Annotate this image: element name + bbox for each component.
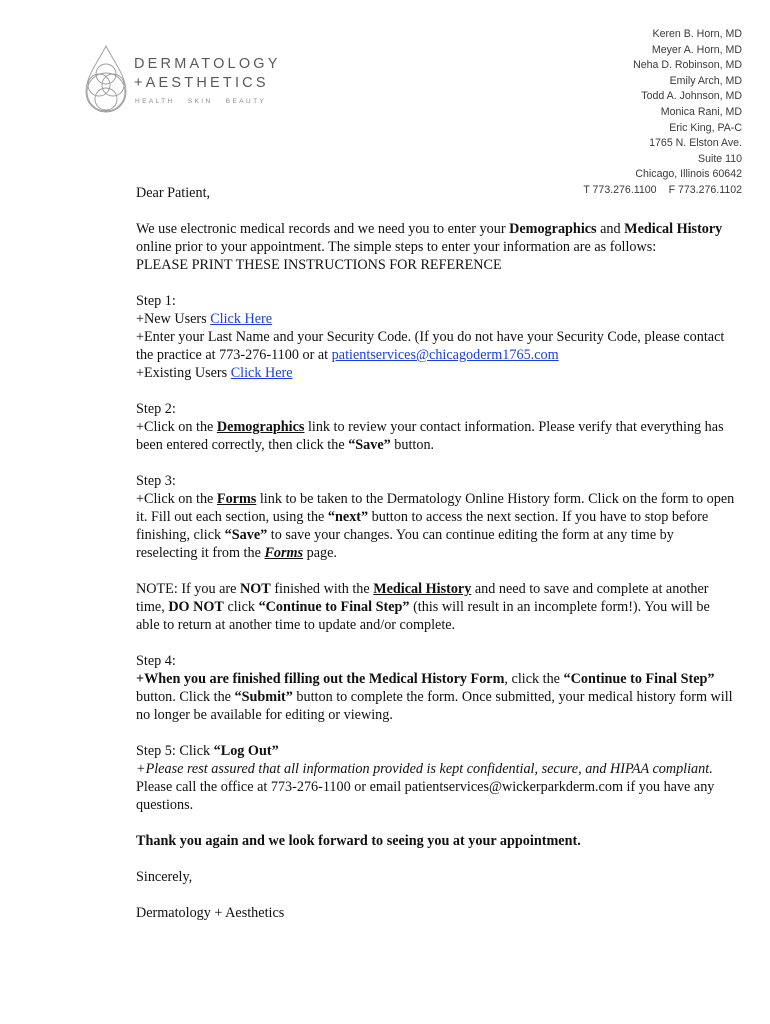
doctor-name: Todd A. Johnson, MD (641, 90, 742, 103)
step4-title: Step 4: (136, 653, 176, 669)
tagline-word: BEAUTY (225, 98, 267, 105)
greeting: Dear Patient, (136, 185, 211, 201)
contact-text: Please call the office at 773-276-1100 or email patientservices@wickerparkderm.com if you have any questions. (136, 779, 715, 813)
thanks-line (136, 832, 736, 850)
step4-text: button to complete the form. Once submitted, your medical history form will no longer be available for editing or viewing. (136, 689, 733, 723)
note-section (136, 580, 736, 634)
tagline-word: SKIN (187, 98, 213, 105)
brand-tagline (135, 98, 275, 105)
step3-text: button to access the next section. If you have to stop before finishing, click (136, 509, 709, 543)
doctor-name: Monica Rani, MD (660, 105, 742, 118)
closing: Sincerely, (136, 869, 193, 885)
medical-history-emphasis: Medical History (624, 221, 723, 237)
signature: Dermatology + Aesthetics (136, 905, 285, 921)
doctor-name: Emily Arch, MD (669, 74, 742, 87)
new-users-label: +New Users (136, 311, 211, 327)
existing-users-click-here-link[interactable]: Click Here (230, 365, 293, 381)
step2-section (136, 400, 736, 454)
intro-text: We use electronic medical records and we need you to enter your (136, 221, 510, 237)
forms-link-text: Forms (216, 491, 257, 507)
note-text: click (223, 599, 259, 615)
step5-title: Step 5: Click (136, 743, 214, 759)
forms-page-emphasis: Forms (264, 545, 304, 561)
letter-body (136, 184, 736, 940)
print-note: PLEASE PRINT THESE INSTRUCTIONS FOR REFERENCE (136, 257, 502, 273)
doctor-name: Neha D. Robinson, MD (633, 59, 742, 72)
logo-droplet-icon (82, 44, 130, 120)
step4-section (136, 652, 736, 724)
existing-users-label: +Existing Users (136, 365, 231, 381)
save-emphasis: “Save” (348, 437, 391, 453)
hipaa-assurance: +Please rest assured that all information provided is kept confidential, secure, and HIPAA compliant. (136, 761, 713, 777)
doctor-name: Eric King, PA-C (669, 121, 742, 134)
step2-text: button. (390, 437, 435, 453)
step2-title: Step 2: (136, 401, 176, 417)
step3-text: to save your changes. You can continue editing the form at any time by reselecting it from the (136, 527, 674, 561)
save-emphasis: “Save” (224, 527, 268, 543)
brand-name-line2: +AESTHETICS (134, 75, 269, 91)
address-suite: Suite 110 (698, 152, 742, 165)
step5-title-line (136, 742, 736, 760)
log-out-emphasis: “Log Out” (213, 743, 279, 759)
doctor-name: Meyer A. Horn, MD (651, 43, 742, 56)
letterhead-contact-block (583, 27, 742, 199)
next-emphasis: “next” (327, 509, 369, 525)
step2-text: +Click on the (136, 419, 217, 435)
continue-final-step-emphasis: “Continue to Final Step” (258, 599, 410, 615)
practice-logo (82, 44, 302, 120)
intro-paragraph (136, 220, 736, 274)
patient-services-email-link[interactable]: patientservices@chicagoderm1765.com (331, 347, 559, 363)
step3-title: Step 3: (136, 473, 176, 489)
do-not-emphasis: DO NOT (168, 599, 224, 615)
intro-text: online prior to your appointment. The simple steps to enter your information are as follows: (136, 239, 657, 255)
fax-number: F 773.276.1102 (668, 183, 742, 196)
intro-text: and (596, 221, 625, 237)
step4-text: button. Click the (136, 689, 235, 705)
submit-emphasis: “Submit” (234, 689, 293, 705)
not-emphasis: NOT (240, 581, 271, 597)
step3-text: +Click on the (136, 491, 217, 507)
doctor-name: Keren B. Horn, MD (652, 28, 742, 40)
step2-text: link to review your contact information. Please verify that everything has been entered correctly, then click the (136, 419, 724, 453)
enter-instructions: +Enter your Last Name and your Security Code. (If you do not have your Security Code, please contact the practice at 773-276-1100 or at (136, 329, 725, 363)
demographics-emphasis: Demographics (509, 221, 597, 237)
step1-section (136, 292, 736, 382)
note-text: finished with the (270, 581, 374, 597)
step1-enter (136, 328, 736, 364)
step1-existing-users (136, 364, 736, 382)
new-users-click-here-link[interactable]: Click Here (210, 311, 273, 327)
address-city: Chicago, Illinois 60642 (635, 168, 742, 181)
step4-emphasis: +When you are finished filling out the Medical History Form (136, 671, 505, 687)
step3-text: link to be taken to the Dermatology Online History form. Click on the form to open it. Fill out each section, using the (136, 491, 735, 525)
tagline-word: HEALTH (135, 98, 175, 105)
step3-section (136, 472, 736, 562)
step5-section (136, 742, 736, 814)
step1-new-users (136, 310, 736, 328)
brand-name-line1: DERMATOLOGY (134, 56, 281, 72)
note-text: (this will result in an incomplete form!). You will be able to return at another time to update and/or complete. (136, 599, 710, 633)
demographics-link-text: Demographics (216, 419, 305, 435)
medical-history-link-text: Medical History (373, 581, 472, 597)
phone-number: T 773.276.1100 (583, 183, 657, 196)
address-street: 1765 N. Elston Ave. (649, 137, 742, 150)
step1-title: Step 1: (136, 293, 176, 309)
continue-final-step-emphasis: “Continue to Final Step” (563, 671, 715, 687)
thanks-text: Thank you again and we look forward to seeing you at your appointment. (136, 833, 581, 849)
note-text: NOTE: If you are (136, 581, 241, 597)
note-text: and need to save and complete at another time, (136, 581, 709, 615)
step4-text: , click the (504, 671, 564, 687)
step3-text: page. (303, 545, 337, 561)
